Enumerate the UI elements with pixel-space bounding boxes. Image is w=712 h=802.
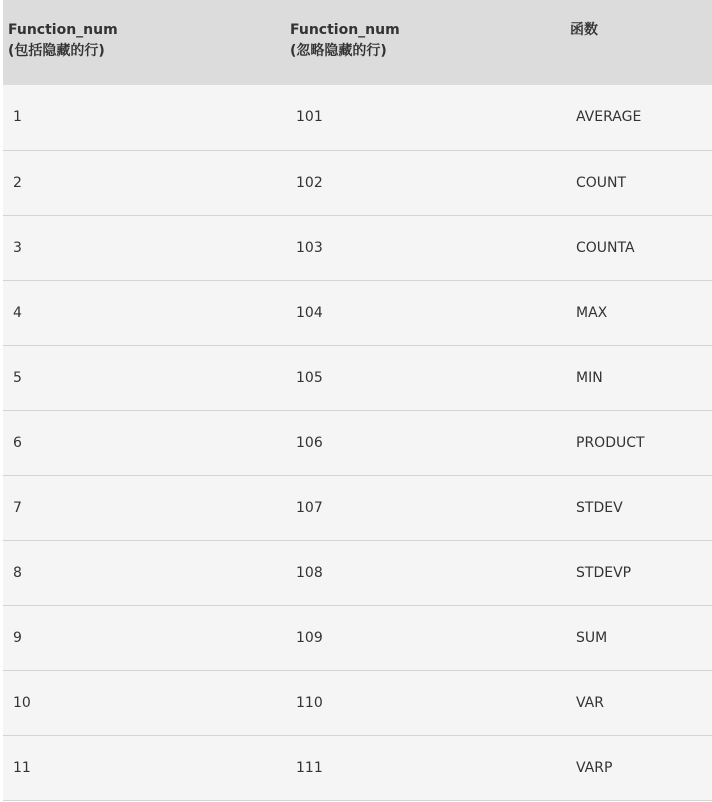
cell-include-hidden: 2 — [13, 174, 22, 191]
cell-include-hidden: 5 — [13, 369, 22, 386]
table-row — [3, 150, 712, 215]
cell-function: STDEV — [576, 499, 623, 516]
cell-ignore-hidden: 104 — [296, 304, 323, 321]
cell-include-hidden: 10 — [13, 694, 31, 711]
cell-ignore-hidden: 102 — [296, 174, 323, 191]
cell-include-hidden: 4 — [13, 304, 22, 321]
table-row — [3, 540, 712, 605]
cell-include-hidden: 11 — [13, 759, 31, 776]
cell-include-hidden: 1 — [13, 109, 22, 126]
table-row — [3, 475, 712, 540]
function-num-table — [3, 0, 712, 801]
table-header-row — [3, 0, 712, 85]
table-row — [3, 670, 712, 735]
cell-function: COUNT — [576, 174, 627, 191]
table-header — [3, 0, 712, 85]
cell-ignore-hidden: 101 — [296, 109, 323, 126]
table-row — [3, 280, 712, 345]
header-function — [564, 0, 712, 85]
header-include-hidden — [3, 0, 285, 85]
cell-function: VAR — [576, 694, 604, 711]
cell-include-hidden: 7 — [13, 499, 22, 516]
header-ignore-hidden — [285, 0, 564, 85]
cell-ignore-hidden: 103 — [296, 239, 323, 256]
table-row — [3, 85, 712, 150]
cell-function: SUM — [576, 629, 608, 646]
cell-function: COUNTA — [576, 239, 635, 256]
cell-function: PRODUCT — [576, 434, 645, 451]
cell-function: VARP — [576, 759, 613, 776]
table-row — [3, 215, 712, 280]
cell-function: STDEVP — [576, 564, 632, 581]
cell-ignore-hidden: 108 — [296, 564, 323, 581]
header-function-label: 函数 — [570, 22, 598, 38]
cell-include-hidden: 8 — [13, 564, 22, 581]
cell-ignore-hidden: 110 — [296, 694, 323, 711]
cell-ignore-hidden: 109 — [296, 629, 323, 646]
cell-function: AVERAGE — [576, 109, 642, 126]
table-body — [3, 85, 712, 800]
header-include-hidden-line1: Function_num — [8, 22, 118, 38]
cell-function: MAX — [576, 304, 608, 321]
cell-ignore-hidden: 105 — [296, 369, 323, 386]
cell-include-hidden: 9 — [13, 629, 22, 646]
table-row — [3, 735, 712, 800]
cell-ignore-hidden: 107 — [296, 499, 323, 516]
cell-include-hidden: 3 — [13, 239, 22, 256]
table-row — [3, 605, 712, 670]
table-row — [3, 345, 712, 410]
table-row — [3, 410, 712, 475]
function-num-table-container — [3, 0, 712, 801]
cell-ignore-hidden: 111 — [296, 759, 323, 776]
header-include-hidden-line2: (包括隐藏的行) — [8, 43, 105, 59]
cell-ignore-hidden: 106 — [296, 434, 323, 451]
header-ignore-hidden-line1: Function_num — [290, 22, 400, 38]
header-ignore-hidden-line2: (忽略隐藏的行) — [290, 43, 387, 59]
cell-function: MIN — [576, 369, 603, 386]
cell-include-hidden: 6 — [13, 434, 22, 451]
